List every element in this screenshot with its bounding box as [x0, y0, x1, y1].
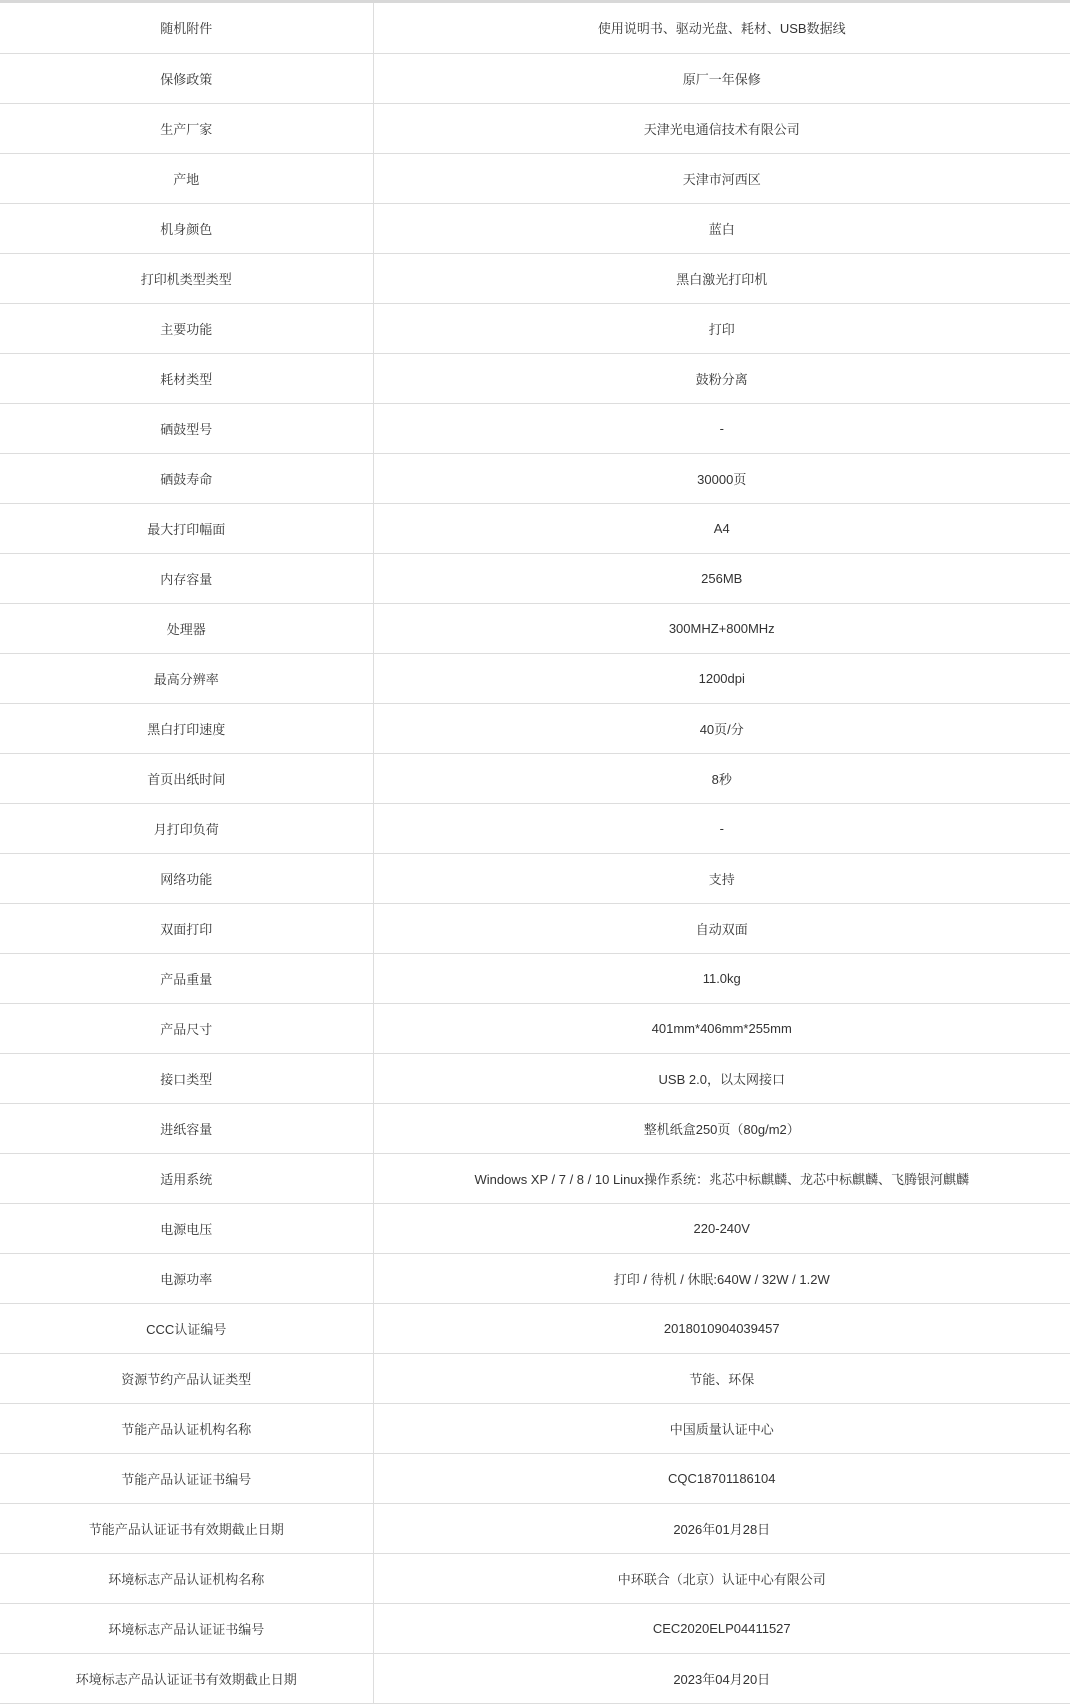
spec-label: 黑白打印速度 — [0, 703, 373, 753]
spec-value: 中环联合（北京）认证中心有限公司 — [373, 1553, 1070, 1603]
spec-label: 硒鼓型号 — [0, 403, 373, 453]
spec-value: 鼓粉分离 — [373, 353, 1070, 403]
spec-value: 支持 — [373, 853, 1070, 903]
spec-label: 节能产品认证证书有效期截止日期 — [0, 1503, 373, 1553]
spec-table-body — [0, 3, 1070, 1703]
spec-row — [0, 953, 1070, 1003]
spec-row — [0, 1103, 1070, 1153]
spec-value: 40页/分 — [373, 703, 1070, 753]
spec-value: 中国质量认证中心 — [373, 1403, 1070, 1453]
spec-value: 11.0kg — [373, 953, 1070, 1003]
spec-value: 打印 — [373, 303, 1070, 353]
spec-row — [0, 103, 1070, 153]
spec-row — [0, 3, 1070, 53]
spec-label: 环境标志产品认证证书编号 — [0, 1603, 373, 1653]
spec-label: 月打印负荷 — [0, 803, 373, 853]
spec-value: 整机纸盒250页（80g/m2） — [373, 1103, 1070, 1153]
spec-row — [0, 653, 1070, 703]
spec-value: 2023年04月20日 — [373, 1653, 1070, 1703]
spec-value: - — [373, 403, 1070, 453]
spec-row — [0, 153, 1070, 203]
spec-value: CQC18701186104 — [373, 1453, 1070, 1503]
spec-row — [0, 1303, 1070, 1353]
spec-label: 环境标志产品认证机构名称 — [0, 1553, 373, 1603]
spec-row — [0, 803, 1070, 853]
spec-row — [0, 1053, 1070, 1103]
spec-row — [0, 453, 1070, 503]
spec-label: 耗材类型 — [0, 353, 373, 403]
spec-value: 天津光电通信技术有限公司 — [373, 103, 1070, 153]
spec-value: Windows XP / 7 / 8 / 10 Linux操作系统：兆芯中标麒麟、龙芯中标麒麟、飞腾银河麒麟 — [373, 1153, 1070, 1203]
spec-value: 使用说明书、驱动光盘、耗材、USB数据线 — [373, 3, 1070, 53]
spec-row — [0, 553, 1070, 603]
spec-row — [0, 753, 1070, 803]
spec-label: 资源节约产品认证类型 — [0, 1353, 373, 1403]
spec-value: 2026年01月28日 — [373, 1503, 1070, 1553]
spec-row — [0, 353, 1070, 403]
spec-row — [0, 503, 1070, 553]
spec-row — [0, 1203, 1070, 1253]
spec-label: 产品尺寸 — [0, 1003, 373, 1053]
spec-value: 1200dpi — [373, 653, 1070, 703]
spec-value: 401mm*406mm*255mm — [373, 1003, 1070, 1053]
spec-label: 随机附件 — [0, 3, 373, 53]
spec-row — [0, 53, 1070, 103]
spec-label: 适用系统 — [0, 1153, 373, 1203]
spec-table — [0, 3, 1070, 1704]
spec-label: 节能产品认证证书编号 — [0, 1453, 373, 1503]
spec-label: 双面打印 — [0, 903, 373, 953]
spec-label: 电源功率 — [0, 1253, 373, 1303]
spec-value: 220-240V — [373, 1203, 1070, 1253]
spec-label: 内存容量 — [0, 553, 373, 603]
spec-value: USB 2.0，以太网接口 — [373, 1053, 1070, 1103]
spec-value: 自动双面 — [373, 903, 1070, 953]
spec-value: A4 — [373, 503, 1070, 553]
spec-label: 环境标志产品认证证书有效期截止日期 — [0, 1653, 373, 1703]
spec-row — [0, 903, 1070, 953]
spec-label: 进纸容量 — [0, 1103, 373, 1153]
spec-row — [0, 603, 1070, 653]
spec-value: - — [373, 803, 1070, 853]
spec-label: 首页出纸时间 — [0, 753, 373, 803]
spec-label: 处理器 — [0, 603, 373, 653]
spec-row — [0, 1553, 1070, 1603]
spec-row — [0, 853, 1070, 903]
spec-row — [0, 1153, 1070, 1203]
spec-label: CCC认证编号 — [0, 1303, 373, 1353]
spec-value: 30000页 — [373, 453, 1070, 503]
spec-label: 网络功能 — [0, 853, 373, 903]
spec-value: 300MHZ+800MHz — [373, 603, 1070, 653]
spec-row — [0, 203, 1070, 253]
spec-value: 蓝白 — [373, 203, 1070, 253]
spec-label: 电源电压 — [0, 1203, 373, 1253]
spec-label: 接口类型 — [0, 1053, 373, 1103]
spec-label: 最高分辨率 — [0, 653, 373, 703]
spec-label: 产品重量 — [0, 953, 373, 1003]
spec-row — [0, 1403, 1070, 1453]
spec-value: 2018010904039457 — [373, 1303, 1070, 1353]
spec-value: 节能、环保 — [373, 1353, 1070, 1403]
spec-value: 8秒 — [373, 753, 1070, 803]
spec-row — [0, 1003, 1070, 1053]
spec-value: 打印 / 待机 / 休眠:640W / 32W / 1.2W — [373, 1253, 1070, 1303]
spec-label: 主要功能 — [0, 303, 373, 353]
spec-label: 机身颜色 — [0, 203, 373, 253]
spec-row — [0, 403, 1070, 453]
spec-row — [0, 703, 1070, 753]
spec-row — [0, 1603, 1070, 1653]
spec-row — [0, 1453, 1070, 1503]
spec-value: 黑白激光打印机 — [373, 253, 1070, 303]
spec-value: 天津市河西区 — [373, 153, 1070, 203]
spec-label: 生产厂家 — [0, 103, 373, 153]
spec-label: 保修政策 — [0, 53, 373, 103]
spec-row — [0, 303, 1070, 353]
spec-row — [0, 1503, 1070, 1553]
spec-row — [0, 1653, 1070, 1703]
spec-row — [0, 1253, 1070, 1303]
spec-value: CEC2020ELP04411527 — [373, 1603, 1070, 1653]
spec-label: 节能产品认证机构名称 — [0, 1403, 373, 1453]
spec-value: 256MB — [373, 553, 1070, 603]
spec-label: 产地 — [0, 153, 373, 203]
spec-label: 打印机类型类型 — [0, 253, 373, 303]
spec-value: 原厂一年保修 — [373, 53, 1070, 103]
spec-label: 最大打印幅面 — [0, 503, 373, 553]
spec-row — [0, 253, 1070, 303]
spec-row — [0, 1353, 1070, 1403]
spec-label: 硒鼓寿命 — [0, 453, 373, 503]
